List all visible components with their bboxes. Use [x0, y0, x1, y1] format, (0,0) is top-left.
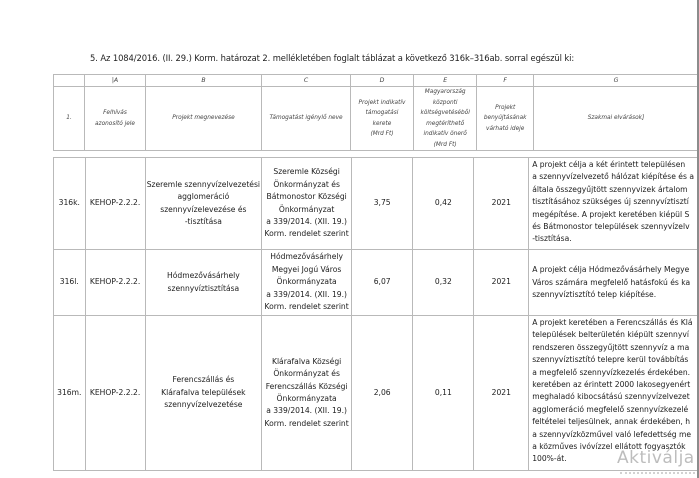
text-line: A projekt célja a két érintett településen [532, 160, 686, 169]
text-line: központi [432, 99, 458, 106]
own-funds: 0,11 [413, 316, 474, 471]
header-call-id [85, 87, 146, 151]
column-letter: F [477, 75, 534, 87]
text-line: Szeremle szennyvízelvezetési [146, 179, 261, 189]
text-line: Ferencszállás Községi [265, 381, 348, 391]
text-line: indikatív önerő [423, 131, 467, 137]
column-title-row [54, 87, 699, 151]
text-line: Projekt megnevezése [172, 115, 235, 122]
column-letter: |A [85, 75, 146, 87]
support-amount: 6,07 [352, 250, 413, 316]
text-line: szennyvíztisztítása [167, 283, 240, 293]
row-id: 316k. [54, 158, 86, 250]
text-line: Szeremle Községi [273, 167, 340, 177]
text-line: tisztításához szükséges új szennyvíztisztí [532, 197, 689, 207]
text-line: megtéríthető [426, 120, 465, 127]
column-letter [54, 75, 85, 87]
submission-year: 2021 [474, 158, 529, 250]
text-line: Klárafalva települések [161, 387, 246, 397]
text-line: a megfelelő szennyvízkezelés érdekében. [532, 367, 691, 377]
text-line: Önkormányzat és [273, 369, 340, 379]
text-line: szennyvíztisztító telepre kerül továbbítás [532, 355, 689, 365]
table-row [54, 316, 699, 471]
column-letter: G [533, 75, 698, 87]
header-support-amount [351, 87, 414, 151]
applicant [262, 158, 352, 250]
text-line: települések belterületén kiépült szennyví [532, 330, 689, 340]
table-row [54, 250, 699, 316]
text-line: költségvetéséből [420, 110, 470, 116]
row-id: 316m. [54, 316, 86, 471]
text-line: szennyvízelvezetése [164, 400, 243, 410]
header-own-funds [413, 87, 477, 151]
header-project-name [145, 87, 261, 151]
header-submission-date [477, 87, 534, 151]
text-line: a 339/2014. (XII. 19.) [266, 289, 348, 299]
text-line: várható ideje [486, 125, 525, 132]
text-line: (Mrd Ft) [433, 141, 457, 148]
text-line: Önkormányzat [278, 204, 335, 214]
text-line: -tisztítása [184, 216, 222, 226]
text-line: Önkormányzata [276, 277, 337, 287]
text-line: a 339/2014. (XII. 19.) [266, 216, 348, 226]
text-line: Ferencszállás és [172, 375, 235, 385]
header-applicant [262, 87, 351, 151]
text-line: rendszeren összegyűjtött szennyvíz a ma [532, 342, 690, 352]
project-name [145, 158, 262, 250]
header-requirements [533, 87, 698, 151]
text-line: általa összegyűjtött szennyvizek ártalom [532, 184, 688, 194]
requirements [529, 158, 699, 250]
text-line: Hódmezővásárhely [167, 271, 240, 281]
text-line: a közműves ivóvízzel ellátott fogyasztók [532, 442, 686, 452]
text-line: Klárafalva Községi [271, 356, 342, 366]
applicant [262, 316, 352, 471]
text-line: támogatási [365, 110, 399, 116]
text-line: Megyei Jogú Város [271, 264, 342, 274]
text-line: Projekt [495, 104, 516, 111]
text-line: és Bátmonostor települések szennyvízelv [532, 222, 690, 232]
text-line: Önkormányzata [276, 394, 337, 403]
text-line: agglomeráció megfelelő szennyvízkezelé [532, 404, 689, 414]
requirements [529, 250, 699, 316]
text-line: Korm. rendelet szerint [264, 302, 349, 312]
project-table [53, 157, 699, 471]
row-number-header: 1. [54, 87, 85, 151]
text-line: szennyvízelevezése és [160, 204, 247, 214]
amendment-intro: 5. Az 1084/2016. (II. 29.) Korm. határozat 2. mellékletében foglalt táblázat a következő 316k–316ab. sorral egészül ki: [90, 53, 575, 63]
text-line: Bátmonostor Községi [266, 192, 347, 202]
text-line: Felhívás [103, 110, 127, 116]
activation-watermark: Aktiválja [617, 448, 695, 468]
text-line: (Mrd Ft) [370, 131, 394, 137]
column-letter-row [54, 75, 699, 87]
own-funds: 0,42 [413, 158, 474, 250]
text-line: Korm. rendelet szerint [264, 229, 349, 239]
text-line: Magyarország [424, 89, 466, 95]
column-letter: B [145, 75, 261, 87]
row-id: 316l. [54, 250, 86, 316]
project-name [145, 316, 262, 471]
text-line: a 339/2014. (XII. 19.) [266, 406, 348, 416]
own-funds: 0,32 [413, 250, 474, 316]
submission-year: 2021 [474, 316, 529, 471]
text-line: -tisztítása. [532, 234, 572, 244]
text-line: feltételei teljesülnek, annak érdekében, h [532, 417, 691, 427]
call-id: KEHOP-2.2.2. [85, 250, 145, 316]
support-amount: 2,06 [352, 316, 413, 471]
table-row [54, 158, 699, 250]
text-line: keretében az érintett 2000 lakosegyenért [532, 380, 691, 390]
text-line: agglomeráció [177, 192, 230, 202]
text-line: Támogatást igénylő neve [269, 115, 343, 122]
applicant [262, 250, 352, 316]
text-line: azonosító jele [94, 120, 135, 127]
text-line: a szennyvízelvezető hálózat kiépítése és a [532, 172, 694, 182]
table-header [53, 74, 699, 151]
text-line: meghaladó kibocsátású szennyvízelvezet [532, 392, 690, 402]
call-id: KEHOP-2.2.2. [85, 316, 145, 471]
text-line: Önkormányzat és [273, 179, 340, 189]
column-letter: C [262, 75, 351, 87]
text-line: Szakmai elvárások] [587, 115, 645, 122]
text-line: a szennyvízközművel való lefedettség me [532, 429, 692, 439]
text-line: Korm. rendelet szerint [264, 418, 349, 428]
text-line: Város számára megfelelő hatásfokú és ka [532, 277, 691, 287]
text-line: Hódmezővásárhely [270, 252, 343, 262]
text-line: szennyvíztisztító telep kiépítése. [532, 290, 657, 300]
call-id: KEHOP-2.2.2. [85, 158, 145, 250]
support-amount: 3,75 [352, 158, 413, 250]
text-line: megépítése. A projekt keretében kiépül S [532, 209, 690, 219]
activation-watermark-subtext [620, 472, 695, 477]
submission-year: 2021 [474, 250, 529, 316]
text-line: 100%-át. [532, 454, 567, 464]
text-line: benyújtásának [483, 115, 527, 122]
column-letter: D [351, 75, 414, 87]
text-line: A projekt célja Hódmezővásárhely Megye [532, 265, 690, 275]
text-line: kerete [372, 120, 392, 127]
text-line: A projekt keretében a Ferencszállás és Klá [532, 318, 693, 327]
column-letter: E [413, 75, 477, 87]
project-name [145, 250, 262, 316]
text-line: Projekt indikatív [358, 99, 406, 106]
